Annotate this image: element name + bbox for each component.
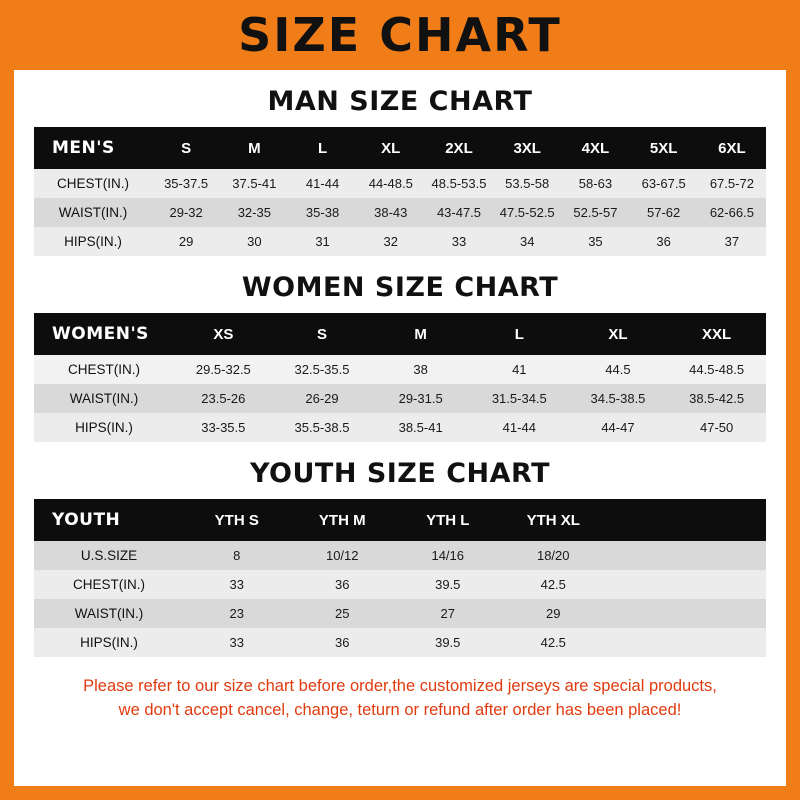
cell: 44.5 (569, 355, 668, 384)
cell: 37.5-41 (220, 169, 288, 198)
cell: 44.5-48.5 (667, 355, 766, 384)
cell: 34 (493, 227, 561, 256)
cell-spacer (606, 599, 766, 628)
cell: 33 (184, 570, 290, 599)
column-header: YTH L (395, 499, 501, 541)
cell: 47.5-52.5 (493, 198, 561, 227)
column-header: XL (569, 313, 668, 355)
column-header: 3XL (493, 127, 561, 169)
section-men (14, 86, 786, 256)
cell: 35-37.5 (152, 169, 220, 198)
men-size-table (34, 127, 766, 256)
row-label: CHEST(IN.) (34, 169, 152, 198)
column-header: 6XL (698, 127, 766, 169)
cell: 33-35.5 (174, 413, 273, 442)
cell: 48.5-53.5 (425, 169, 493, 198)
cell: 29-32 (152, 198, 220, 227)
column-header: M (371, 313, 470, 355)
row-label: HIPS(IN.) (34, 227, 152, 256)
section-title-women: WOMEN SIZE CHART (241, 272, 559, 303)
cell: 63-67.5 (630, 169, 698, 198)
cell: 10/12 (290, 541, 396, 570)
cell: 35-38 (288, 198, 356, 227)
cell: 53.5-58 (493, 169, 561, 198)
youth-size-table (34, 499, 766, 657)
row-label: WAIST(IN.) (34, 599, 184, 628)
cell: 23.5-26 (174, 384, 273, 413)
cell: 67.5-72 (698, 169, 766, 198)
section-youth (14, 458, 786, 657)
column-header: 4XL (561, 127, 629, 169)
table-row (34, 169, 766, 198)
column-header: XS (174, 313, 273, 355)
table-row (34, 384, 766, 413)
cell-spacer (606, 541, 766, 570)
cell: 41 (470, 355, 569, 384)
cell: 35 (561, 227, 629, 256)
cell: 41-44 (470, 413, 569, 442)
row-label: WAIST(IN.) (34, 198, 152, 227)
cell: 29-31.5 (371, 384, 470, 413)
table-header-row (34, 499, 766, 541)
cell: 25 (290, 599, 396, 628)
cell: 38-43 (357, 198, 425, 227)
table-row (34, 355, 766, 384)
cell: 33 (425, 227, 493, 256)
cell: 42.5 (501, 570, 607, 599)
table-row (34, 541, 766, 570)
column-header-spacer (606, 499, 766, 541)
column-header: 2XL (425, 127, 493, 169)
cell: 32 (357, 227, 425, 256)
cell: 52.5-57 (561, 198, 629, 227)
cell: 36 (290, 628, 396, 657)
column-header: MEN'S (34, 127, 152, 169)
cell: 41-44 (288, 169, 356, 198)
cell: 44-47 (569, 413, 668, 442)
cell: 23 (184, 599, 290, 628)
cell: 42.5 (501, 628, 607, 657)
banner (0, 0, 800, 70)
footer-note-line-1: Please refer to our size chart before order,the customized jerseys are special products, (83, 677, 717, 695)
cell: 32-35 (220, 198, 288, 227)
cell: 39.5 (395, 628, 501, 657)
cell: 29 (501, 599, 607, 628)
column-header: XL (357, 127, 425, 169)
cell: 36 (290, 570, 396, 599)
cell-spacer (606, 628, 766, 657)
cell: 8 (184, 541, 290, 570)
footer-note (34, 675, 766, 723)
cell: 43-47.5 (425, 198, 493, 227)
row-label: HIPS(IN.) (34, 413, 174, 442)
cell: 30 (220, 227, 288, 256)
cell: 38.5-41 (371, 413, 470, 442)
footer-note-line-2: we don't accept cancel, change, teturn or refund after order has been placed! (118, 700, 682, 719)
row-label: HIPS(IN.) (34, 628, 184, 657)
column-header: XXL (667, 313, 766, 355)
row-label: U.S.SIZE (34, 541, 184, 570)
column-header: L (470, 313, 569, 355)
cell: 58-63 (561, 169, 629, 198)
column-header: YOUTH (34, 499, 184, 541)
column-header: M (220, 127, 288, 169)
table-row (34, 599, 766, 628)
cell: 44-48.5 (357, 169, 425, 198)
table-row (34, 628, 766, 657)
cell: 14/16 (395, 541, 501, 570)
cell-spacer (606, 570, 766, 599)
cell: 33 (184, 628, 290, 657)
cell: 38 (371, 355, 470, 384)
row-label: CHEST(IN.) (34, 570, 184, 599)
cell: 31 (288, 227, 356, 256)
row-label: CHEST(IN.) (34, 355, 174, 384)
table-header-row (34, 313, 766, 355)
cell: 18/20 (501, 541, 607, 570)
footer-accent-bar (0, 786, 800, 800)
row-label: WAIST(IN.) (34, 384, 174, 413)
column-header: WOMEN'S (34, 313, 174, 355)
cell: 29 (152, 227, 220, 256)
column-header: S (273, 313, 372, 355)
column-header: YTH S (184, 499, 290, 541)
table-row (34, 570, 766, 599)
cell: 62-66.5 (698, 198, 766, 227)
cell: 37 (698, 227, 766, 256)
column-header: S (152, 127, 220, 169)
table-row (34, 198, 766, 227)
table-row (34, 227, 766, 256)
cell: 38.5-42.5 (667, 384, 766, 413)
cell: 39.5 (395, 570, 501, 599)
cell: 31.5-34.5 (470, 384, 569, 413)
column-header: YTH XL (501, 499, 607, 541)
cell: 57-62 (630, 198, 698, 227)
cell: 35.5-38.5 (273, 413, 372, 442)
column-header: YTH M (290, 499, 396, 541)
cell: 32.5-35.5 (273, 355, 372, 384)
column-header: 5XL (630, 127, 698, 169)
cell: 34.5-38.5 (569, 384, 668, 413)
cell: 29.5-32.5 (174, 355, 273, 384)
table-row (34, 413, 766, 442)
column-header: L (288, 127, 356, 169)
page-title: SIZE CHART (238, 8, 562, 62)
section-title-men: MAN SIZE CHART (267, 86, 533, 117)
cell: 27 (395, 599, 501, 628)
women-size-table (34, 313, 766, 442)
section-women (14, 272, 786, 442)
section-title-youth: YOUTH SIZE CHART (249, 458, 551, 489)
table-header-row (34, 127, 766, 169)
cell: 36 (630, 227, 698, 256)
cell: 26-29 (273, 384, 372, 413)
cell: 47-50 (667, 413, 766, 442)
